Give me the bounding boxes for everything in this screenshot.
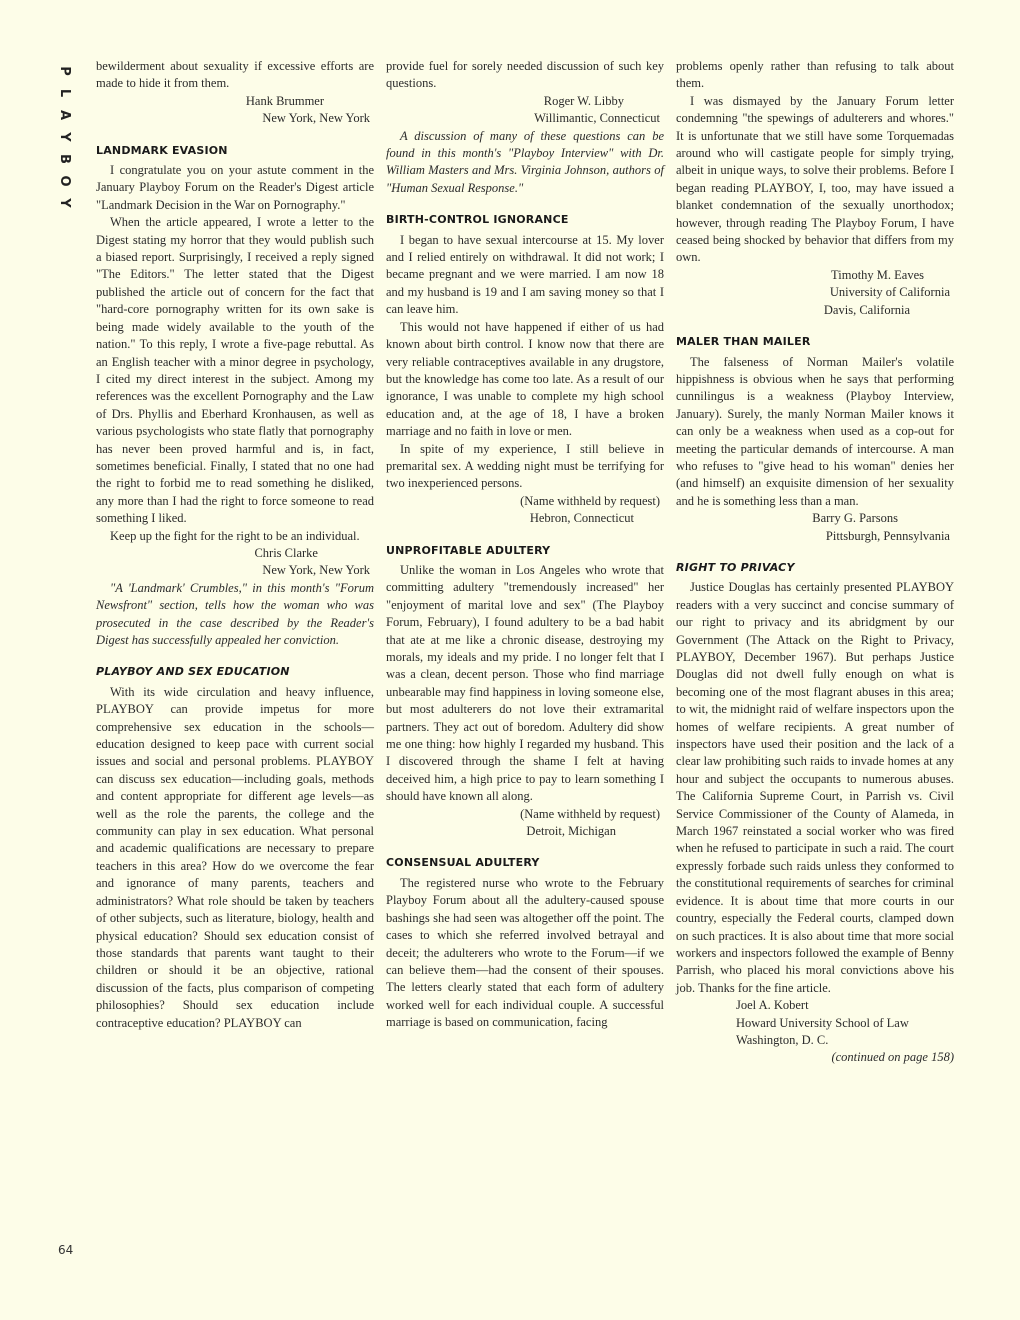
title-letter: B	[57, 154, 72, 164]
letter-paragraph: This would not have happened if either of us had known about birth control. I know now that there are very reliable contraceptives available in any drugstore, but the knowledge has come too late. As a result of our ignorance, I was unable to complete my high school education and, at the age of 18, I have a broken marriage and no faith in love or men.	[386, 319, 664, 439]
signature-place: Hebron, Connecticut	[529, 511, 634, 526]
signature-name: Hank Brummer	[245, 93, 324, 108]
signature-name: Chris Clarke	[254, 545, 318, 560]
title-letter: P	[57, 66, 72, 76]
editor-note: "A 'Landmark' Crumbles," in this month's "Forum Newsfront" section, tells how the woman who was prosecuted in the case described by the Reader's Digest has successfully appealed her conviction.	[96, 580, 374, 647]
column-3	[676, 58, 954, 1067]
letter-paragraph: Justice Douglas has certainly presented PLAYBOY readers with a very succinct and concise summary of our right to privacy and its abridgment by our Government (The Attack on the Right to Privacy, PLAYBOY, December 1967). But perhaps Justice Douglas did not dwell fully enough on what is becoming one of the most flagrant abuses in this area; to wit, the midnight raid of welfare inspectors upon the homes of welfare recipients. A great number of inspectors have used their position and the lack of a clear law prohibiting such raids to invade homes at any hour and subject the occupants to numerous abuses. The California Supreme Court, in Parrish vs. Civil Service Commissioner of the County of Alameda, in March 1967 reinstated a social worker who was fired when he refused to participate in such a raid. The court expressly forbade such raids unless they conformed to the constitutional requirements of searches for criminal evidence. It is about time that more courts in our country, especially the Federal courts, clamped down on such practices. It is also about time that more social workers and inspectors followed the example of Benny Parrish, who placed his moral convictions above his job. Thanks for the fine article.	[676, 580, 954, 995]
signature-name: (Name withheld by request)	[520, 806, 660, 821]
signature-place: Davis, California	[823, 302, 910, 317]
letter-continuation: provide fuel for sorely needed discussion of such key questions.	[386, 59, 664, 91]
magazine-vertical-title	[52, 60, 76, 214]
letter-paragraph: With its wide circulation and heavy influence, PLAYBOY can provide impetus for more comprehensive sex education in the schools—education designed to keep pace with current social issues and social and personal problems. PLAYBOY can discuss sex education—including goals, methods and content appropriate for different age levels—as well as the role the parents, the college and the community can play in sex education. What personal and academic qualifications are necessary to prepare teachers in this area? How do we overcome the fear and ignorance of many parents, teachers and administrators? What role should be taken by teachers of other subjects, such as literature, biology, health and physical education? Should sex education consist of those standards that parents want taught to their children or should it be an objective, rational discussion of the facts, plus comparison of competing philosophies? Should sex education include contraceptive education? PLAYBOY can	[96, 684, 374, 1030]
title-letter: A	[57, 109, 72, 121]
letter-continuation: bewilderment about sexuality if excessive efforts are made to hide it from them.	[96, 59, 374, 91]
title-letter: Y	[57, 198, 72, 208]
title-letter: O	[57, 175, 72, 187]
signature-place: New York, New York	[262, 563, 370, 578]
continued-notice: (continued on page 158)	[831, 1050, 954, 1065]
signature-name: Roger W. Libby	[543, 93, 624, 108]
title-letter: Y	[57, 132, 72, 142]
letter-paragraph: I congratulate you on your astute comment in the January Playboy Forum on the Reader's Digest article "Landmark Decision in the War on Pornography."	[96, 163, 374, 212]
letter-paragraph: The registered nurse who wrote to the February Playboy Forum about all the adultery-caused spouse bashings she had seen was altogether off the point. The cases to which she referred involved betrayal and deceit; the adulterers who wrote to the Forum—if we can believe them—had the consent of their spouses. The letters clearly stated that each form of adultery worked well for each individual couple. A successful marriage is based on communication, facing	[386, 875, 664, 1030]
letter-paragraph: I was dismayed by the January Forum letter condemning "the spewings of adulterers and whores." It is unfortunate that we still have some Torquemadas around who will castigate people for simply trying, albeit in unique ways, to solve their problems. Before I began reading PLAYBOY, I, too, may have issued a blanket condemnation of the sexually unorthodox; however, through reading The Playboy Forum, I have ceased being shocked by behavior that differs from my own.	[676, 93, 954, 265]
page-number: 64	[58, 1243, 74, 1257]
signature-place: Howard University School of Law	[736, 1015, 909, 1030]
section-heading: RIGHT TO PRIVACY	[676, 560, 795, 574]
section-heading: LANDMARK EVASION	[96, 143, 228, 157]
signature-place: Washington, D. C.	[736, 1032, 829, 1047]
signature-place: Willimantic, Connecticut	[534, 111, 660, 126]
section-heading: PLAYBOY AND SEX EDUCATION	[96, 665, 290, 679]
signature-place: Detroit, Michigan	[526, 824, 616, 839]
section-heading: BIRTH-CONTROL IGNORANCE	[386, 213, 569, 227]
signature-name: Joel A. Kobert	[736, 998, 809, 1013]
section-heading: MALER THAN MAILER	[676, 335, 811, 349]
letter-continuation: problems openly rather than refusing to talk about them.	[676, 59, 954, 91]
section-heading: CONSENSUAL ADULTERY	[386, 856, 540, 870]
letter-paragraph: When the article appeared, I wrote a letter to the Digest stating my horror that they would publish such a biased report. Surprisingly, I received a reply signed "The Editors." The letter stated that the Digest published the article out of concern for the fact that "hard-core pornography written for its own sake is being made widely available to the youth of the nation." To this reply, I wrote a five-page rebuttal. As an English teacher with a minor degree in psychology, I cited my direct interest in the subject. Among my references was the excellent Pornography and the Law of Drs. Phyllis and Eberhard Kronhausen, as well as various psychologists who state flatly that pornography has never been proved harmful and is, in fact, sometimes beneficial. Finally, I stated that no one had the right to forbid me to read something he disliked, any more than I had the right to force someone to read something I liked.	[96, 215, 374, 526]
signature-place: New York, New York	[262, 111, 370, 126]
letter-paragraph: The falseness of Norman Mailer's volatile hippishness is obvious when he says that performing cunnilingus is a weakness (Playboy Interview, January). Surely, the manly Norman Mailer knows it can only be a weakness when used as a cop-out for meeting the particular demands of intercourse. A man who refuses to "give head to his woman" denies her (and himself) an exquisite dimension of her sexuality and he is something less than a man.	[676, 354, 954, 508]
section-heading: UNPROFITABLE ADULTERY	[386, 543, 551, 557]
letter-paragraph: Unlike the woman in Los Angeles who wrote that committing adultery "tremendously increased" her "enjoyment of marital love and sex" (The Playboy Forum, February), I found adultery to be a bad habit that ate at me like a chronic disease, destroying my morals, my ideals and my pride. I no longer felt that I was a clean, decent person. Those who find marriage unbearable may find happiness in loving someone else, but most adulterers do not love their extramarital partners. They act out of boredom. Adultery did show me one thing: how highly I regarded my husband. This I discovered through the shame I felt at having deceived him, a high price to pay to learn something I should have known all along.	[386, 562, 664, 804]
letter-paragraph: I began to have sexual intercourse at 15. My lover and I relied entirely on withdrawal. It did not work; I became pregnant and we were married. I am now 18 and my husband is 19 and I am saving money so that I can leave him.	[386, 232, 664, 317]
signature-place: Pittsburgh, Pennsylvania	[825, 528, 950, 543]
signature-name: (Name withheld by request)	[520, 493, 660, 508]
signature-name: Barry G. Parsons	[812, 511, 898, 526]
title-letter: L	[57, 88, 72, 98]
letter-paragraph: Keep up the fight for the right to be an individual.	[110, 528, 360, 543]
letter-paragraph: In spite of my experience, I still believe in premarital sex. A wedding night must be terrifying for two inexperienced persons.	[386, 441, 664, 491]
signature-name: Timothy M. Eaves	[831, 267, 924, 282]
column-1	[96, 58, 374, 1032]
column-2	[386, 58, 664, 1032]
signature-place: University of California	[829, 285, 950, 300]
editor-note: A discussion of many of these questions can be found in this month's "Playboy Interview" with Dr. William Masters and Mrs. Virginia Johnson, authors of "Human Sexual Response."	[386, 128, 664, 195]
